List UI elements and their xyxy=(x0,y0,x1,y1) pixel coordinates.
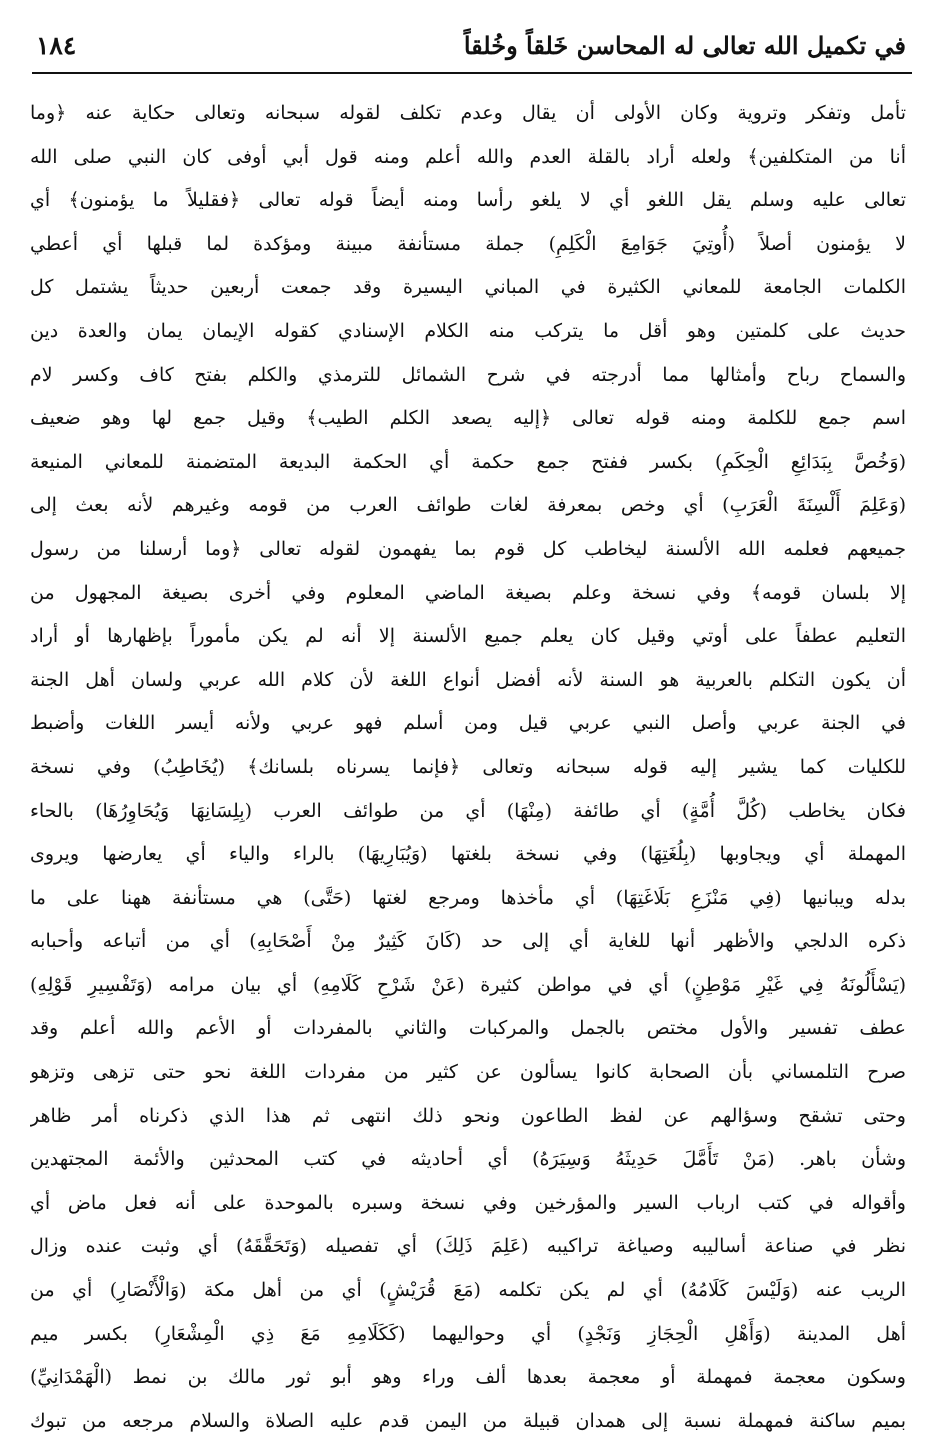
text-line: ذكره الدلجي والأظهر أنها للغاية أي إلى حد (كَانَ كَثِيرٌ مِنْ أَصْحَابِهِ) أي من أتباعه وأحبابه xyxy=(30,930,906,953)
text-line: للكليات كما يشير إليه قوله سبحانه وتعالى ﴿فإنما يسرناه بلسانك﴾ (يُخَاطِبُ) وفي نسخة xyxy=(30,755,906,778)
text-line: حديث على كلمتين وهو أقل ما يتركب منه الكلام الإسنادي كقوله الإيمان يمان والعدة دين xyxy=(30,319,906,342)
text-line: نظر في صناعة أساليبه وصياغة تراكيبه (عَلِمَ ذَلِكَ) أي تفصيله (وَتَحَقَّقَهُ) أي وثبت عنده وزال xyxy=(30,1235,906,1258)
text-line: أهل المدينة (وَأَهْلِ الْحِجَازِ وَنَجْدٍ) أي وحواليهما (كَكَلَامِهِ مَعَ ذِي الْمِشْعَارِ) بكسر ميم xyxy=(30,1322,906,1345)
text-line: المهملة أي ويجاوبها (بِلُغَتِهَا) وفي نسخة بلغتها (وَيُبَارِيهَا) بالراء والياء أي يعارضها ويروى xyxy=(30,843,906,866)
text-line: تعالى عليه وسلم يقل اللغو أي لا يلغو رأسا ومنه أيضاً قوله تعالى ﴿فقليلاً ما يؤمنون﴾ أي xyxy=(30,189,906,212)
text-line: الكلمات الجامعة للمعاني الكثيرة في المباني اليسيرة وقد جمعت أربعين حديثاً يشتمل كل xyxy=(30,276,906,299)
text-line: (يَسْأَلُونَهُ فِي غَيْرِ مَوْطِنٍ) أي في مواطن كثيرة (عَنْ شَرْحِ كَلَامِهِ) أي بيان مرامه (وَتَفْسِيرِ قَوْلِهِ) xyxy=(30,973,906,996)
text-line: في الجنة عربي وأصل النبي عربي قيل ومن أسلم فهو عربي ولأنه أيسر اللغات وأضبط xyxy=(30,712,906,735)
page-number: ١٨٤ xyxy=(36,30,77,60)
text-line: بميم ساكنة فمهملة نسبة إلى همدان قبيلة من اليمن قدم عليه الصلاة والسلام مرجعه من تبوك xyxy=(30,1409,906,1432)
text-line: أن يكون التكلم بالعربية هو السنة لأنه أفضل أنواع اللغة لأن كلام الله عربي ولسان أهل الجنة xyxy=(30,668,906,691)
text-line: بدله ويبانيها (فِي مَنْزَعِ بَلَاغَتِهَا) أي مأخذها ومرجع لغتها (حَتَّى) هي مستأنفة ههنا على ما xyxy=(30,886,906,909)
text-line: عطف تفسير والأول مختص بالجمل والمركبات والثاني بالمفردات أو الأعم والله أعلم وقد xyxy=(30,1017,906,1040)
text-line: وشأن باهر. (مَنْ تَأَمَّلَ حَدِيثَهُ وَسِيَرَهُ) أي أحاديثه في كتب المحدثين والأئمة المجتهدين xyxy=(30,1148,906,1171)
text-line: والسماح رباح وأمثالها مما أدرجته في شرح الشمائل للترمذي والكلم بفتح كاف وكسر لام xyxy=(30,363,906,386)
text-line: وأقواله في كتب ارباب السير والمؤرخين وفي نسخة وسبره بالموحدة على أنه فعل ماض أي xyxy=(30,1191,906,1214)
text-line: التعليم عطفاً على أوتي وقيل كان يعلم جميع الألسنة إلا أنه لم يكن مأموراً بإظهارها أو أراد xyxy=(30,625,906,648)
text-line: لا يؤمنون أصلاً (أُوتِيَ جَوَامِعَ الْكَلِمِ) جملة مستأنفة مبينة ومؤكدة لما قبلها أي أعطي xyxy=(30,232,906,255)
text-line: إلا بلسان قومه﴾ وفي نسخة وعلم بصيغة الماضي المعلوم وفي أخرى بصيغة المجهول من xyxy=(30,581,906,604)
text-line: صرح التلمساني بأن الصحابة كانوا يسألون عن كثير من مفردات اللغة نحو حتى تزهى وتزهو xyxy=(30,1061,906,1084)
text-line: وسكون معجمة فمهملة أو معجمة بعدها ألف وراء وهو أبو ثور مالك بن نمط (الْهَمْدَانِيِّ) xyxy=(30,1366,906,1389)
body-text xyxy=(30,92,906,1443)
text-line: وحتى تشقح وسؤالهم عن لفظ الطاعون ونحو ذلك انتهى ثم هذا الذي ذكرناه أمر ظاهر xyxy=(30,1104,906,1127)
header-divider xyxy=(32,72,912,74)
text-line: (وَعَلِمَ أَلْسِنَةَ الْعَرَبِ) أي وخص بمعرفة لغات طوائف العرب من قومه وغيرهم لأنه بعث إلى xyxy=(30,494,906,517)
text-line: تأمل وتفكر وتروية وكان الأولى أن يقال وعدم تكلف لقوله سبحانه وتعالى حكاية عنه ﴿وما xyxy=(30,102,906,124)
text-line: اسم جمع للكلمة ومنه قوله تعالى ﴿إليه يصعد الكلم الطيب﴾ وقيل جمع لها وهو ضعيف xyxy=(30,407,906,430)
text-line: أنا من المتكلفين﴾ ولعله أراد بالقلة العدم والله أعلم ومنه قول أبي أوفى كان النبي صلى الله xyxy=(30,145,906,168)
running-title: في تكميل الله تعالى له المحاسن خَلقاً وخُلقاً xyxy=(463,30,906,60)
text-line: فكان يخاطب (كُلَّ أُمَّةٍ) أي طائفة (مِنْهَا) أي من طوائف العرب (بِلِسَانِهَا وَيُحَاوِرُهَا) بالحاء xyxy=(30,799,906,822)
text-line: جميعهم فعلمه الله الألسنة ليخاطب كل قوم بما يفهمون لقوله تعالى ﴿وما أرسلنا من رسول xyxy=(30,537,906,560)
text-line: (وَخُصَّ بِبَدَائِعِ الْحِكَمِ) بكسر ففتح جمع حكمة أي الحكمة البديعة المتضمنة للمعاني المنيعة xyxy=(30,450,906,473)
text-line: الريب عنه (وَلَيْسَ كَلَامُهُ) أي لم يكن تكلمه (مَعَ قُرَيْشٍ) أي من أهل مكة (وَالْأَنْصَارِ) أي من xyxy=(30,1279,906,1302)
page-header xyxy=(36,22,906,68)
